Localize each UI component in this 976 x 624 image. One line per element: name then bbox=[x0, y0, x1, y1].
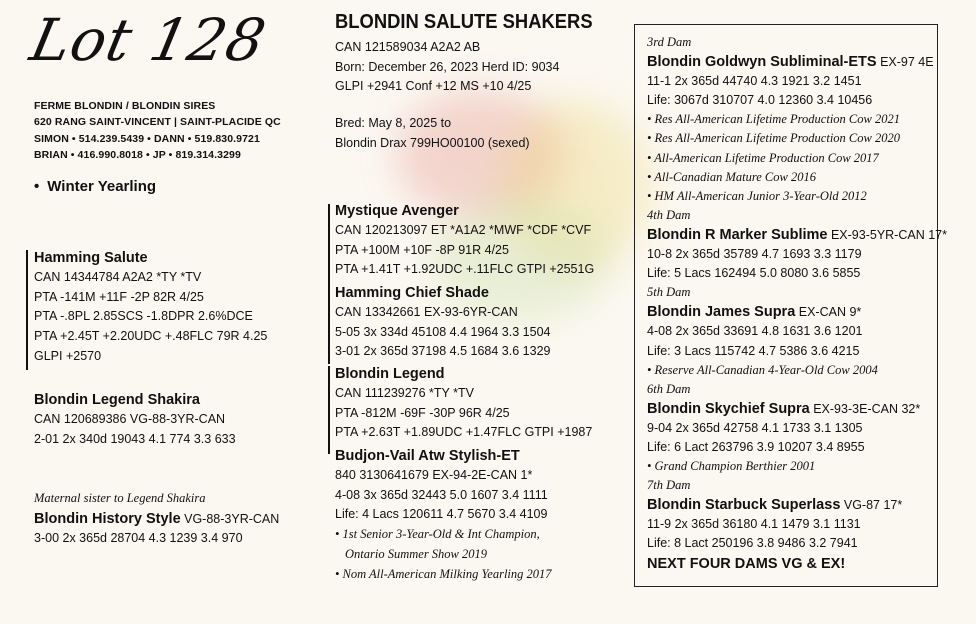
dam7-label: 7th Dam bbox=[647, 478, 691, 493]
bred-line-1: Bred: May 8, 2025 to bbox=[335, 116, 452, 130]
dams-list bbox=[647, 33, 947, 574]
bred-line-2: Blondin Drax 799HO00100 (sexed) bbox=[335, 135, 530, 150]
dam3-line-2: Life: 3067d 310707 4.0 12360 3.4 10456 bbox=[647, 93, 873, 108]
animal-info bbox=[335, 38, 559, 97]
chief-line-2: 5-05 3x 334d 45108 4.4 1964 3.3 1504 bbox=[335, 324, 551, 339]
sire-line-4: PTA +2.45T +2.20UDC +.48FLC 79R 4.25 bbox=[34, 329, 268, 344]
page-title: BLONDIN SALUTE SHAKERS bbox=[335, 11, 593, 33]
dam4-class: EX-93-5YR-CAN 17* bbox=[827, 227, 947, 242]
dam-block bbox=[34, 390, 236, 449]
mystique-name: Mystique Avenger bbox=[335, 203, 459, 219]
dam7-name: Blondin Starbuck Superlass bbox=[647, 497, 841, 514]
dam4-name: Blondin R Marker Sublime bbox=[647, 226, 828, 243]
dam-line-1: CAN 120689386 VG-88-3YR-CAN bbox=[34, 412, 226, 426]
dam6-class: EX-93-3E-CAN 32* bbox=[809, 401, 921, 416]
budjon-line-1: 840 3130641679 EX-94-2E-CAN 1* bbox=[335, 468, 533, 482]
legend-bar bbox=[328, 366, 330, 454]
farm-contacts-1: SIMON • 514.239.5439 • DANN • 519.830.9721 bbox=[34, 132, 260, 145]
mystique-bar bbox=[328, 204, 330, 292]
sister-line-1: 3-00 2x 365d 28704 4.3 1239 3.4 970 bbox=[34, 531, 243, 546]
dam7-class: VG-87 17* bbox=[840, 498, 903, 513]
legend-line-1: CAN 111239276 *TY *TV bbox=[335, 386, 474, 400]
chief-bar bbox=[328, 286, 330, 364]
budjon-line-3: Life: 4 Lacs 120611 4.7 5670 3.4 4109 bbox=[335, 507, 548, 522]
animal-line-1: CAN 121589034 A2A2 AB bbox=[335, 40, 481, 54]
dam3-award-1: • Res All-American Lifetime Production Cow 2021 bbox=[647, 112, 900, 127]
dam5-line-1: 4-08 2x 365d 33691 4.8 1631 3.6 1201 bbox=[647, 324, 863, 339]
dam5-label: 5th Dam bbox=[647, 285, 691, 300]
sire-line-5: GLPI +2570 bbox=[34, 348, 102, 363]
budjon-award-1: • 1st Senior 3-Year-Old & Int Champion, bbox=[335, 527, 540, 542]
lot-number: Lot 128 bbox=[24, 6, 273, 74]
farm-info bbox=[34, 98, 281, 163]
sire-line-1: CAN 14344784 A2A2 *TY *TV bbox=[34, 270, 202, 284]
dams-footer: NEXT FOUR DAMS VG & EX! bbox=[647, 555, 846, 572]
farm-address: 620 RANG SAINT-VINCENT | SAINT-PLACIDE QC bbox=[34, 116, 281, 129]
dam4-label: 4th Dam bbox=[647, 207, 691, 222]
animal-line-3: GLPI +2941 Conf +12 MS +10 4/25 bbox=[335, 79, 532, 94]
dam3-award-5: • HM All-American Junior 3-Year-Old 2012 bbox=[647, 188, 867, 203]
chief-name: Hamming Chief Shade bbox=[335, 285, 489, 301]
dam6-line-1: 9-04 2x 365d 42758 4.1 1733 3.1 1305 bbox=[647, 420, 863, 435]
budjon-award-1b: Ontario Summer Show 2019 bbox=[345, 546, 488, 561]
category: • Winter Yearling bbox=[34, 178, 157, 195]
dam5-award-1: • Reserve All-Canadian 4-Year-Old Cow 2004 bbox=[647, 362, 878, 377]
legend-block bbox=[335, 364, 592, 443]
dam3-award-3: • All-American Lifetime Production Cow 2017 bbox=[647, 150, 879, 165]
bred-info bbox=[335, 114, 530, 153]
budjon-block bbox=[335, 446, 552, 584]
budjon-award-2: • Nom All-American Milking Yearling 2017 bbox=[335, 566, 552, 581]
dam5-class: EX-CAN 9* bbox=[795, 305, 862, 320]
dam5-name: Blondin James Supra bbox=[647, 304, 796, 321]
sire-bar bbox=[26, 250, 28, 370]
sister-block bbox=[34, 489, 279, 549]
dam3-name: Blondin Goldwyn Subliminal-ETS bbox=[647, 54, 877, 71]
dam3-class: EX-97 4E bbox=[876, 55, 934, 70]
dam6-label: 6th Dam bbox=[647, 381, 691, 396]
dam4-line-2: Life: 5 Lacs 162494 5.0 8080 3.6 5855 bbox=[647, 266, 861, 281]
sister-note: Maternal sister to Legend Shakira bbox=[34, 491, 206, 505]
legend-line-3: PTA +2.63T +1.89UDC +1.47FLC GTPI +1987 bbox=[335, 425, 593, 440]
budjon-name: Budjon-Vail Atw Stylish-ET bbox=[335, 448, 520, 464]
sister-name: Blondin History Style bbox=[34, 510, 181, 527]
dam3-label: 3rd Dam bbox=[647, 35, 692, 49]
budjon-line-2: 4-08 3x 365d 32443 5.0 1607 3.4 1111 bbox=[335, 487, 548, 502]
dam3-award-2: • Res All-American Lifetime Production Cow 2020 bbox=[647, 131, 900, 146]
chief-line-1: CAN 13342661 EX-93-6YR-CAN bbox=[335, 305, 518, 319]
dam7-line-1: 11-9 2x 365d 36180 4.1 1479 3.1 1131 bbox=[647, 517, 861, 532]
dam6-line-2: Life: 6 Lact 263796 3.9 10207 3.4 8955 bbox=[647, 439, 865, 454]
farm-name: FERME BLONDIN / BLONDIN SIRES bbox=[34, 100, 216, 112]
dam7-line-2: Life: 8 Lact 250196 3.8 9486 3.2 7941 bbox=[647, 536, 858, 551]
chief-block bbox=[335, 283, 550, 362]
mystique-line-1: CAN 120213097 ET *A1A2 *MWF *CDF *CVF bbox=[335, 223, 592, 237]
sire-line-2: PTA -141M +11F -2P 82R 4/25 bbox=[34, 289, 204, 304]
legend-line-2: PTA -812M -69F -30P 96R 4/25 bbox=[335, 405, 510, 420]
dam-line-2: 2-01 2x 340d 19043 4.1 774 3.3 633 bbox=[34, 431, 236, 446]
dam3-line-1: 11-1 2x 365d 44740 4.3 1921 3.2 1451 bbox=[647, 74, 862, 89]
dam3-award-4: • All-Canadian Mature Cow 2016 bbox=[647, 169, 816, 184]
chief-line-3: 3-01 2x 365d 37198 4.5 1684 3.6 1329 bbox=[335, 344, 551, 359]
farm-contacts-2: BRIAN • 416.990.8018 • JP • 819.314.3299 bbox=[34, 148, 241, 161]
sister-class: VG-88-3YR-CAN bbox=[180, 511, 280, 526]
dam-name: Blondin Legend Shakira bbox=[34, 392, 200, 408]
mystique-line-2: PTA +100M +10F -8P 91R 4/25 bbox=[335, 242, 509, 257]
legend-name: Blondin Legend bbox=[335, 366, 445, 382]
mystique-line-3: PTA +1.41T +1.92UDC +.11FLC GTPI +2551G bbox=[335, 262, 595, 277]
mystique-block bbox=[335, 201, 594, 280]
dam6-award-1: • Grand Champion Berthier 2001 bbox=[647, 459, 816, 474]
sire-name: Hamming Salute bbox=[34, 250, 148, 266]
sire-block bbox=[34, 248, 267, 367]
dam4-line-1: 10-8 2x 365d 35789 4.7 1693 3.3 1179 bbox=[647, 247, 862, 262]
sire-line-3: PTA -.8PL 2.85SCS -1.8DPR 2.6%DCE bbox=[34, 309, 253, 324]
category-label: Winter Yearling bbox=[47, 178, 157, 195]
animal-line-2: Born: December 26, 2023 Herd ID: 9034 bbox=[335, 59, 560, 74]
dam6-name: Blondin Skychief Supra bbox=[647, 400, 810, 417]
dam5-line-2: Life: 3 Lacs 115742 4.7 5386 3.6 4215 bbox=[647, 343, 860, 358]
